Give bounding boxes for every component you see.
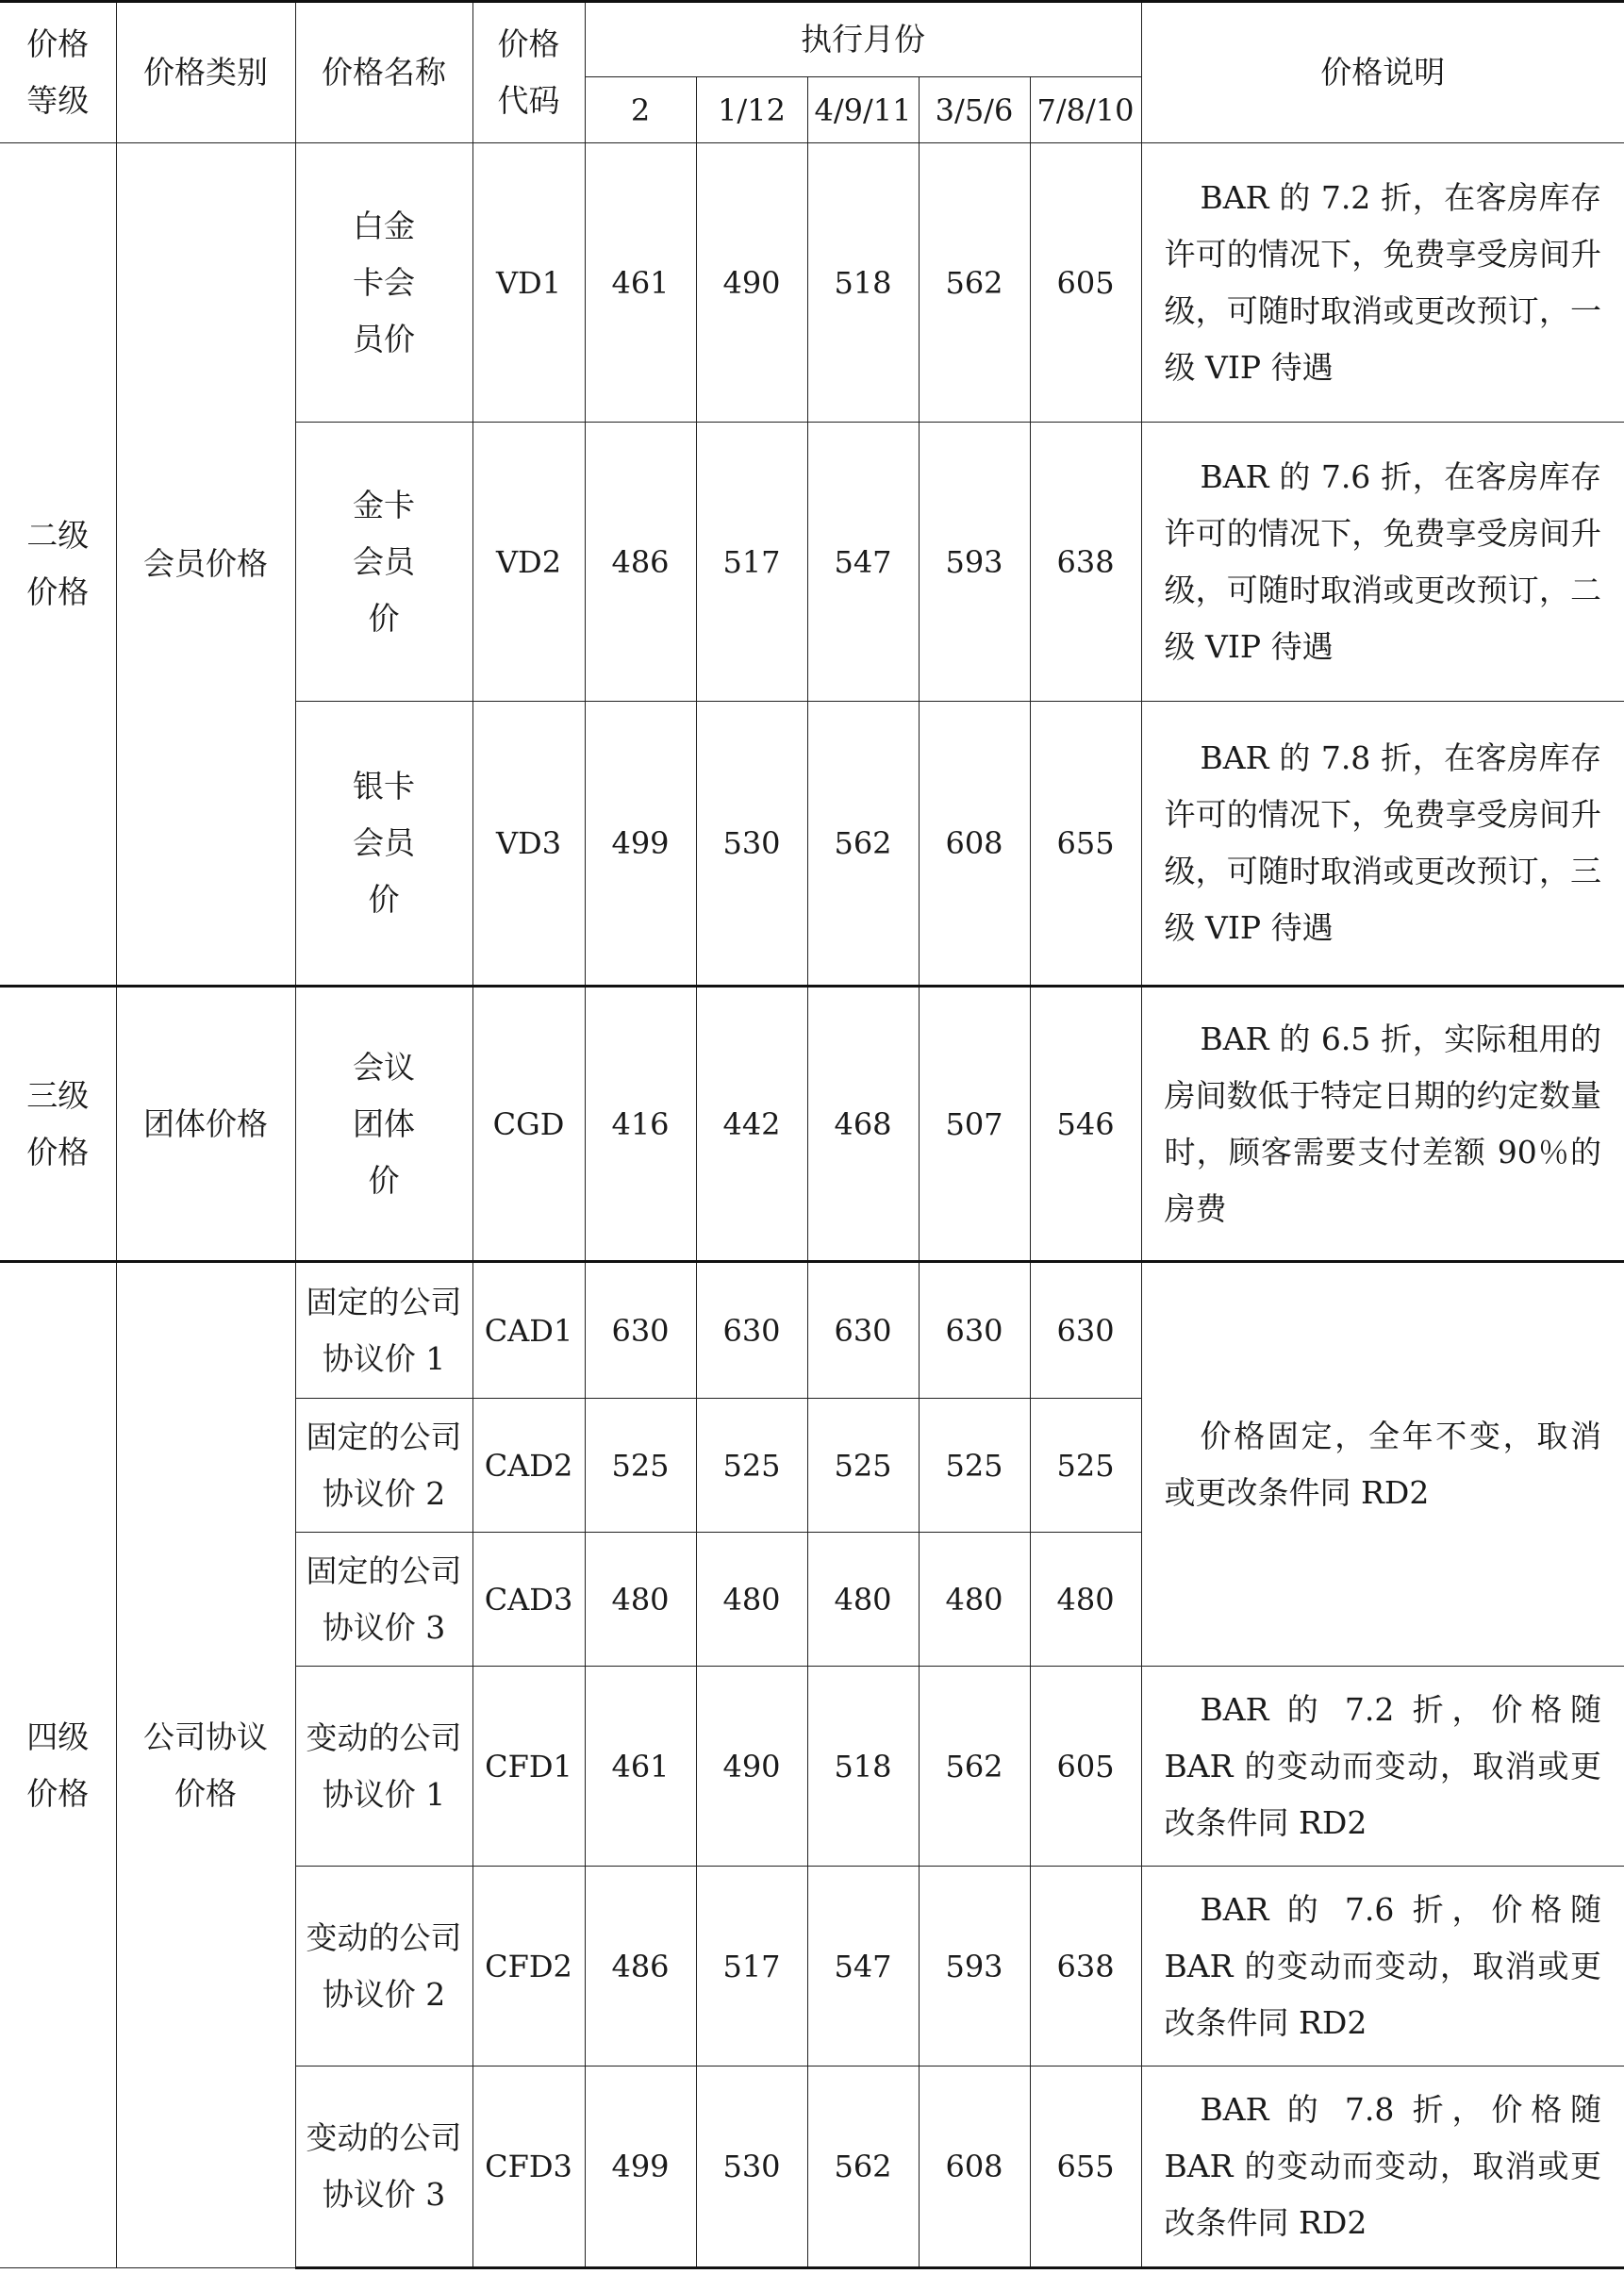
level-cell [0,143,116,987]
price-value: 593 [919,1867,1030,2067]
header-level-label: 价格等级 [26,25,90,119]
category-cell [116,987,295,1262]
header-name [295,2,472,143]
price-value: 480 [919,1533,1030,1667]
price-value: 416 [585,987,696,1262]
price-code: CFD3 [472,2067,585,2268]
header-level [0,2,116,143]
price-value: 517 [696,1867,807,2067]
header-month: 7/8/10 [1030,77,1141,143]
price-value: 547 [807,423,919,702]
price-value: 490 [696,143,807,423]
price-code: VD2 [472,423,585,702]
price-value: 638 [1030,423,1141,702]
price-value: 461 [585,143,696,423]
level-label: 四级价格 [26,1718,90,1812]
price-name-cell [295,1867,472,2067]
price-description: BAR 的 6.5 折，实际租用的房间数低于特定日期的约定数量时，顾客需要支付差额 90％的房费 [1141,987,1624,1262]
price-name-cell [295,987,472,1262]
price-value: 517 [696,423,807,702]
header-description-label: 价格说明 [1320,54,1446,91]
header-month: 1/12 [696,77,807,143]
price-value: 518 [807,1667,919,1867]
price-name: 白金卡会员价 [353,207,415,357]
price-description: BAR 的 7.2 折，在客房库存许可的情况下，免费享受房间升级，可随时取消或更改预订，一级 VIP 待遇 [1141,143,1624,423]
price-value: 630 [696,1262,807,1399]
category-cell [116,143,295,987]
price-code: CFD1 [472,1667,585,1867]
price-name-cell [295,143,472,423]
price-value: 480 [1030,1533,1141,1667]
category-label: 团体价格 [143,1104,268,1142]
category-label: 会员价格 [143,545,268,582]
price-code: CAD1 [472,1262,585,1399]
price-value: 608 [919,2067,1030,2268]
price-name-cell [295,702,472,987]
level-cell [0,987,116,1262]
price-name: 变动的公司协议价 1 [306,1718,462,1813]
price-description: BAR 的 7.8 折，在客房库存许可的情况下，免费享受房间升级，可随时取消或更改预订，三级 VIP 待遇 [1141,702,1624,987]
price-name: 固定的公司协议价 3 [306,1552,462,1646]
price-name-cell [295,1399,472,1533]
header-month: 3/5/6 [919,77,1030,143]
price-name: 固定的公司协议价 2 [306,1418,462,1512]
price-value: 468 [807,987,919,1262]
level-label: 三级价格 [26,1076,90,1170]
price-name-cell [295,2067,472,2268]
price-code: CGD [472,987,585,1262]
price-value: 442 [696,987,807,1262]
price-value: 562 [919,143,1030,423]
price-value: 605 [1030,143,1141,423]
price-value: 525 [585,1399,696,1533]
price-value: 530 [696,702,807,987]
price-value: 593 [919,423,1030,702]
price-value: 530 [696,2067,807,2268]
price-description: 价格固定，全年不变，取消或更改条件同 RD2 [1141,1262,1624,1667]
level-cell [0,1262,116,2268]
price-value: 525 [1030,1399,1141,1533]
price-description: BAR 的 7.6 折，价格随 BAR 的变动而变动，取消或更改条件同 RD2 [1141,1867,1624,2067]
price-name: 变动的公司协议价 2 [306,1918,462,2013]
header-description [1141,2,1624,143]
price-value: 507 [919,987,1030,1262]
price-value: 461 [585,1667,696,1867]
price-name: 金卡会员价 [353,486,415,637]
price-value: 486 [585,1867,696,2067]
price-value: 655 [1030,702,1141,987]
price-value: 525 [807,1399,919,1533]
price-code: VD1 [472,143,585,423]
price-code: CAD3 [472,1533,585,1667]
header-months-group [585,2,1141,77]
price-value: 499 [585,2067,696,2268]
price-code: VD3 [472,702,585,987]
header-code [472,2,585,143]
header-code-label: 价格代码 [497,25,560,119]
price-value: 518 [807,143,919,423]
price-description: BAR 的 7.6 折，在客房库存许可的情况下，免费享受房间升级，可随时取消或更改预订，二级 VIP 待遇 [1141,423,1624,702]
price-value: 525 [696,1399,807,1533]
price-value: 630 [1030,1262,1141,1399]
price-value: 630 [807,1262,919,1399]
price-value: 630 [585,1262,696,1399]
price-name-cell [295,423,472,702]
price-value: 605 [1030,1667,1141,1867]
price-value: 547 [807,1867,919,2067]
price-value: 480 [696,1533,807,1667]
price-value: 486 [585,423,696,702]
category-cell [116,1262,295,2268]
price-value: 499 [585,702,696,987]
price-value: 630 [919,1262,1030,1399]
price-description: BAR 的 7.8 折，价格随 BAR 的变动而变动，取消或更改条件同 RD2 [1141,2067,1624,2268]
price-description: BAR 的 7.2 折，价格随 BAR 的变动而变动，取消或更改条件同 RD2 [1141,1667,1624,1867]
header-months-group-label: 执行月份 [801,21,926,58]
header-category [116,2,295,143]
category-label: 公司协议价格 [143,1718,268,1812]
header-month: 2 [585,77,696,143]
price-value: 638 [1030,1867,1141,2067]
price-value: 546 [1030,987,1141,1262]
price-name: 会议团体价 [353,1048,415,1199]
price-value: 490 [696,1667,807,1867]
price-name-cell [295,1533,472,1667]
price-value: 562 [807,702,919,987]
header-month: 4/9/11 [807,77,919,143]
price-value: 562 [807,2067,919,2268]
price-name-cell [295,1262,472,1399]
price-value: 562 [919,1667,1030,1867]
price-value: 608 [919,702,1030,987]
price-name-cell [295,1667,472,1867]
price-name: 固定的公司协议价 1 [306,1283,462,1377]
price-name: 变动的公司协议价 3 [306,2119,462,2213]
price-value: 525 [919,1399,1030,1533]
price-code: CFD2 [472,1867,585,2067]
level-label: 二级价格 [26,517,90,610]
price-value: 480 [585,1533,696,1667]
header-category-label: 价格类别 [143,54,268,91]
header-name-label: 价格名称 [322,54,446,91]
price-value: 480 [807,1533,919,1667]
price-code: CAD2 [472,1399,585,1533]
price-value: 655 [1030,2067,1141,2268]
price-name: 银卡会员价 [353,768,415,918]
